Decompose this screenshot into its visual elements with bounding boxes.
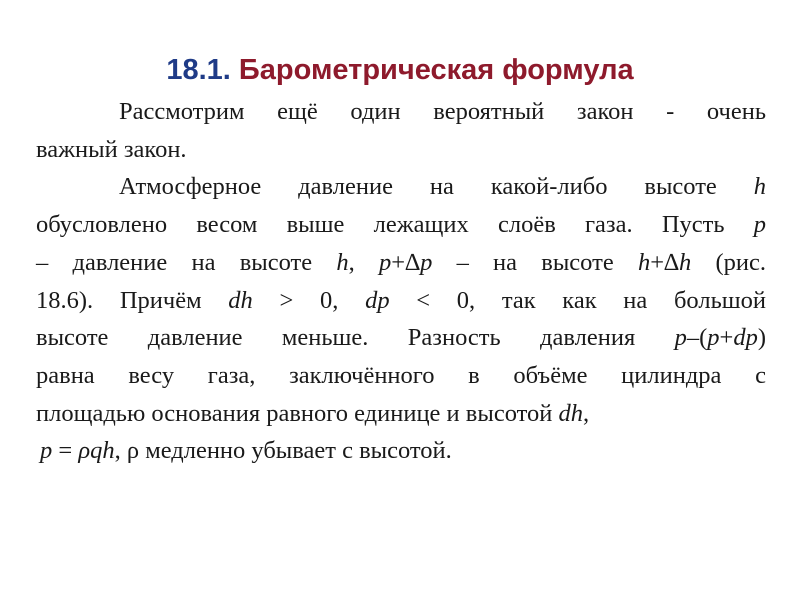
text-fragment: (рис. bbox=[691, 248, 767, 276]
text-fragment: > 0, bbox=[252, 286, 366, 314]
paragraph-intro bbox=[36, 93, 766, 168]
text-line bbox=[36, 244, 766, 282]
variable-dp: dp bbox=[733, 324, 758, 352]
formula-line bbox=[36, 432, 766, 470]
variable-h: h bbox=[102, 437, 115, 465]
text-fragment: 18.6). Причём bbox=[36, 286, 229, 314]
text-fragment: высоте давление меньше. Разность давления bbox=[36, 324, 675, 352]
text-fragment: ) bbox=[757, 324, 766, 352]
section-number: 18.1. bbox=[166, 54, 231, 86]
variable-p: p bbox=[379, 248, 392, 276]
text-line bbox=[36, 168, 766, 206]
text-fragment: < 0, так как на большой bbox=[389, 286, 766, 314]
text-line bbox=[36, 319, 766, 357]
variable-h: h bbox=[679, 248, 692, 276]
text-fragment: = bbox=[52, 437, 79, 465]
paragraph-pressure bbox=[36, 168, 766, 432]
variable-p: p bbox=[674, 324, 687, 352]
text-fragment: , ρ медленно убывает с высотой. bbox=[114, 437, 452, 465]
text-fragment: обусловлено весом выше лежащих слоёв газа. Пусть bbox=[36, 211, 754, 239]
text-fragment: площадью основания равного единице и высотой bbox=[36, 399, 559, 427]
text-fragment: , bbox=[583, 399, 590, 427]
text-line: равна весу газа, заключённого в объёме цилиндра с bbox=[36, 361, 766, 389]
slide-body bbox=[36, 93, 766, 470]
text-fragment: – давление на высоте bbox=[36, 248, 337, 276]
variable-h: h bbox=[637, 248, 651, 276]
text-line bbox=[36, 282, 766, 320]
text-fragment: , bbox=[348, 248, 380, 276]
text-fragment: + bbox=[719, 324, 734, 352]
variable-h: h bbox=[753, 173, 766, 201]
text-fragment: – на высоте bbox=[432, 248, 638, 276]
slide-title bbox=[0, 50, 800, 90]
text-line: Рассмотрим ещё один вероятный закон - очень bbox=[119, 98, 766, 125]
section-title: Барометрическая формула bbox=[238, 54, 634, 86]
text-line bbox=[36, 206, 766, 244]
text-fragment: Атмосферное давление на какой-либо высоте bbox=[119, 173, 754, 201]
variable-q: q bbox=[90, 437, 103, 465]
text-line bbox=[36, 395, 766, 433]
variable-p: p bbox=[40, 437, 53, 465]
variable-dh: dh bbox=[558, 399, 583, 427]
variable-p: p bbox=[420, 248, 433, 276]
variable-h: h bbox=[336, 248, 349, 276]
text-fragment: –( bbox=[686, 324, 708, 352]
variable-p: p bbox=[753, 211, 766, 239]
text-line: важный закон. bbox=[36, 135, 187, 163]
variable-dh: dh bbox=[228, 286, 253, 314]
text-fragment: +∆ bbox=[650, 248, 679, 276]
variable-p: p bbox=[707, 324, 720, 352]
variable-dp: dp bbox=[365, 286, 390, 314]
text-fragment: +∆ bbox=[391, 248, 421, 276]
variable-rho: ρ bbox=[78, 437, 91, 465]
